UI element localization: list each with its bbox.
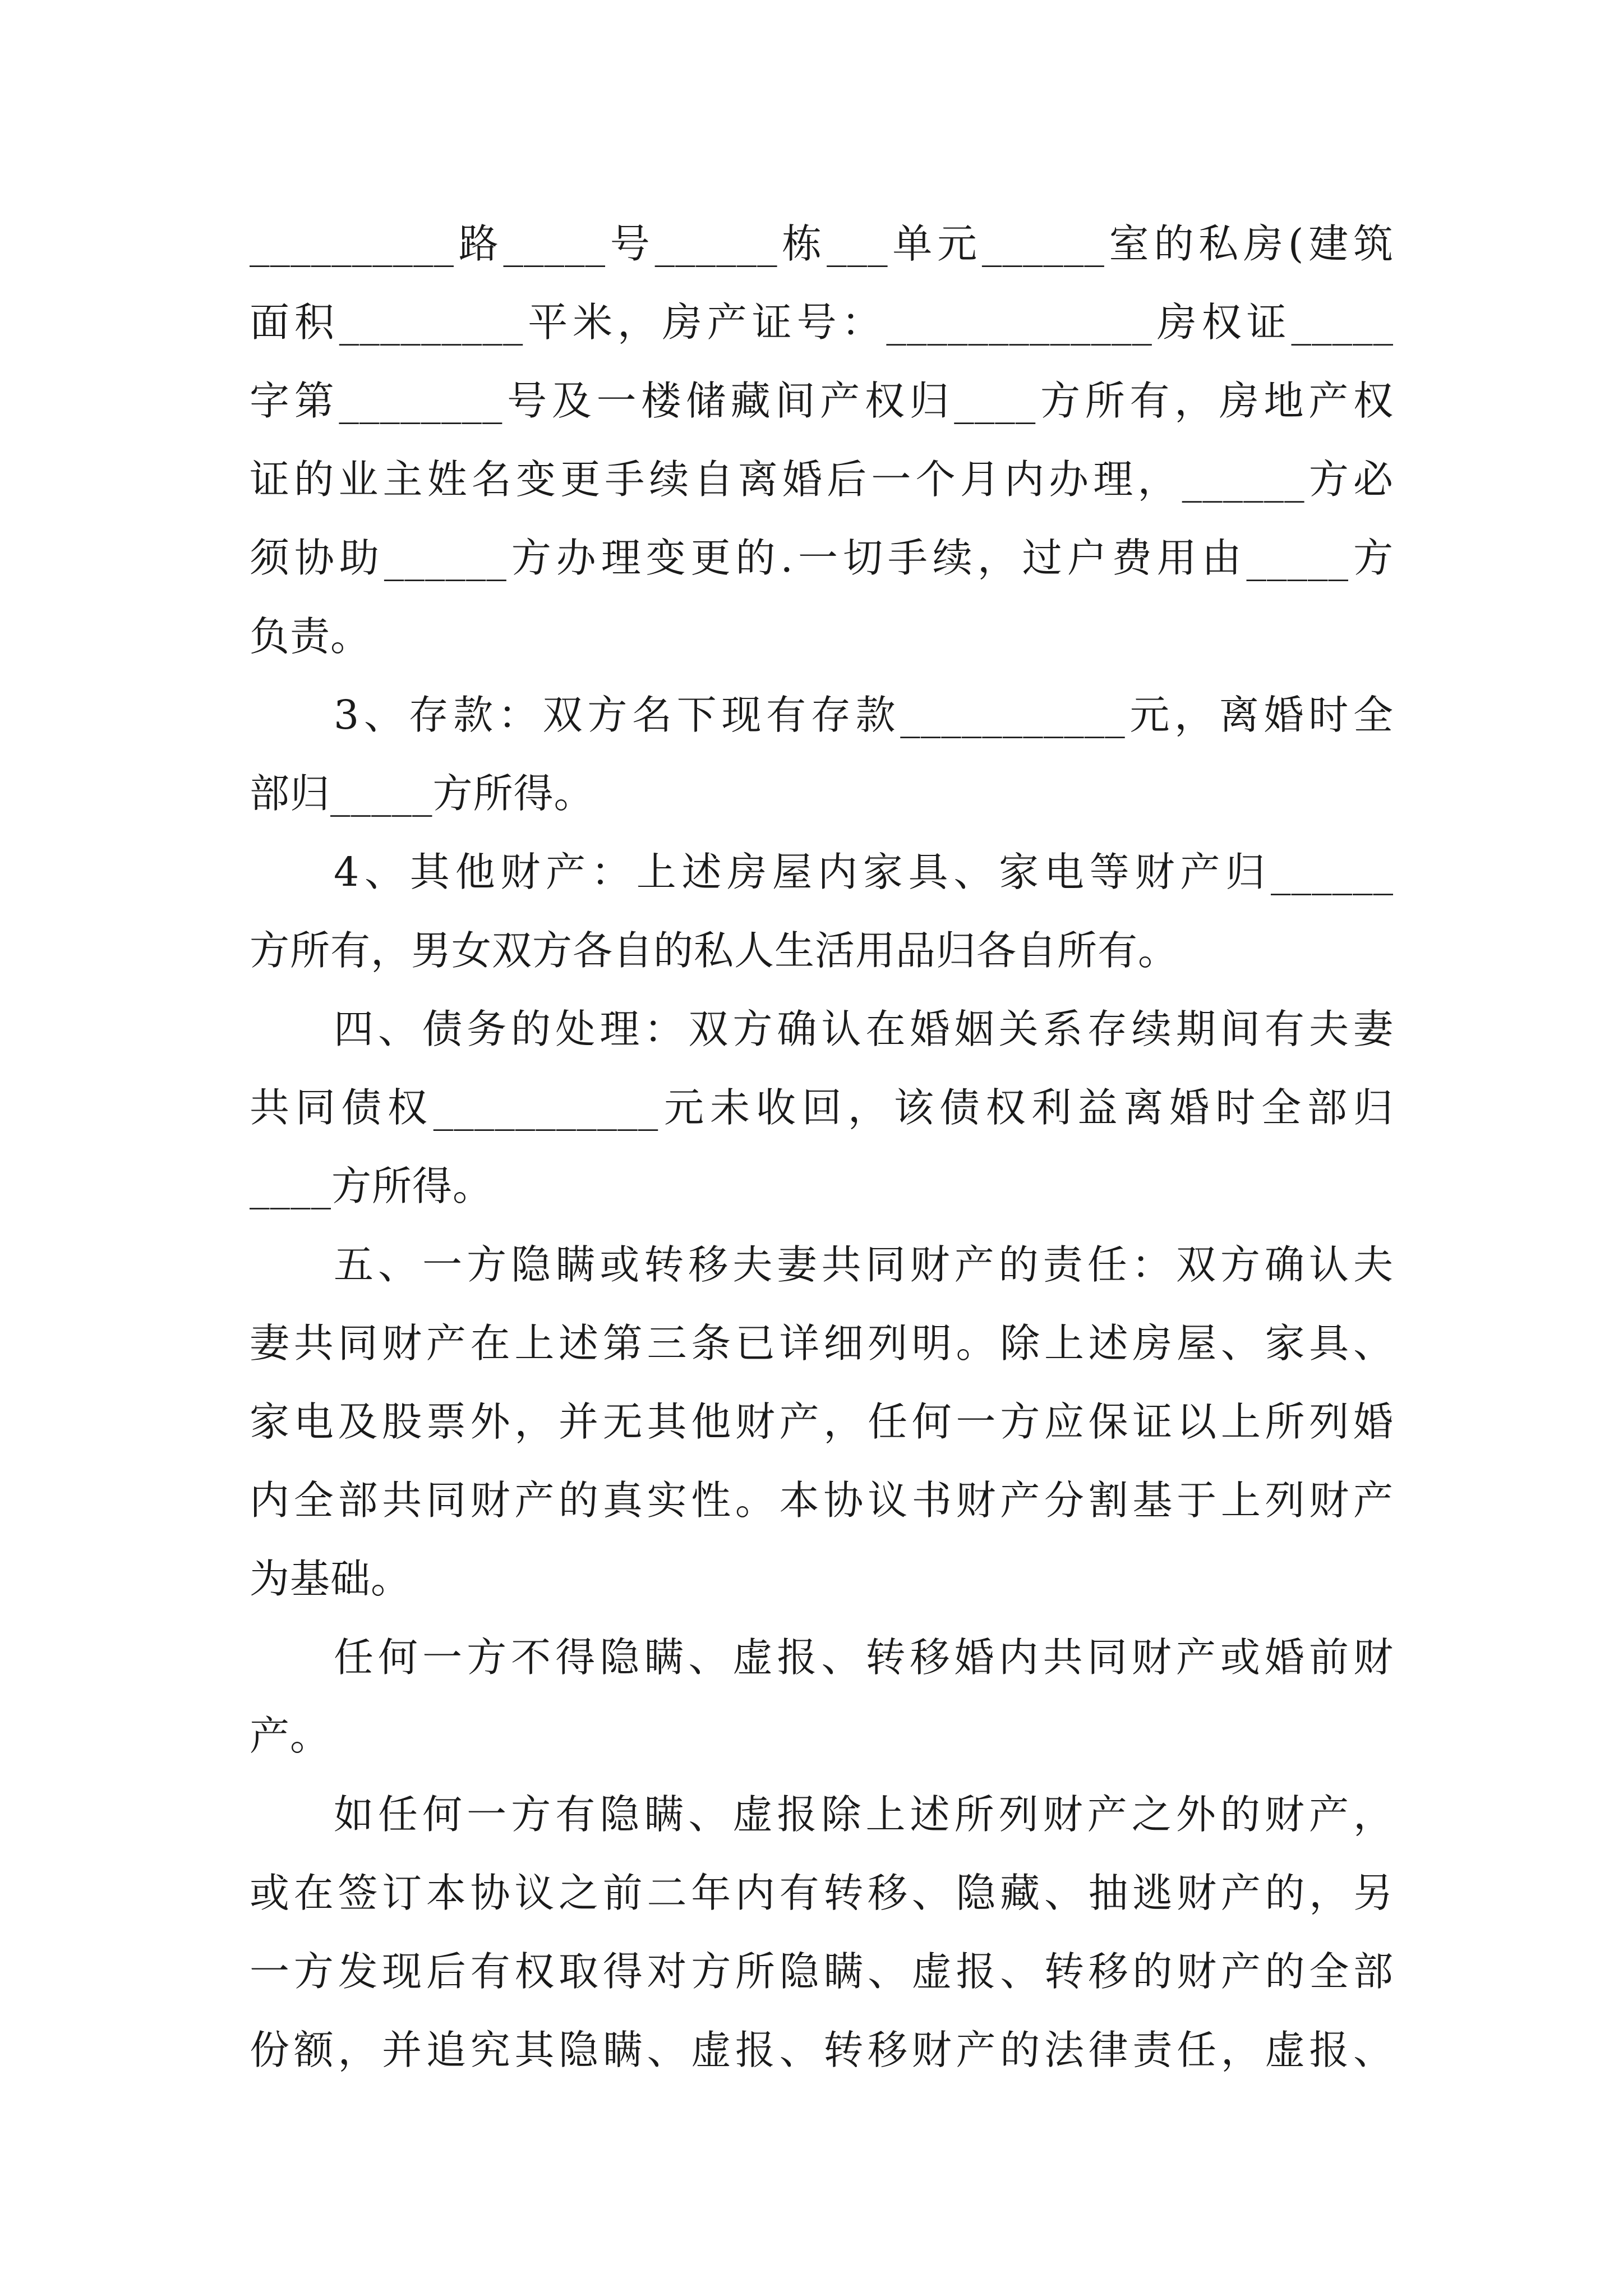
- text-line: 五、一方隐瞒或转移夫妻共同财产的责任：双方确认夫: [334, 1241, 1394, 1288]
- text-line: 四、债务的处理：双方确认在婚姻关系存续期间有夫妻: [334, 1006, 1394, 1052]
- text-line: 共同债权___________元未收回，该债权利益离婚时全部归: [250, 1084, 1394, 1131]
- text-line: 字第________号及一楼储藏间产权归____方所有，房地产权: [250, 378, 1394, 424]
- text-line: 4、其他财产：上述房屋内家具、家电等财产归______: [334, 849, 1394, 895]
- text-line: 证的业主姓名变更手续自离婚后一个月内办理，______方必: [250, 456, 1394, 503]
- text-line: 妻共同财产在上述第三条已详细列明。除上述房屋、家具、: [250, 1320, 1394, 1366]
- text-line: 产。: [250, 1713, 331, 1759]
- text-line: 部归_____方所得。: [250, 770, 594, 817]
- text-line: __________路_____号______栋___单元______室的私房(建筑: [250, 220, 1394, 267]
- text-line: 一方发现后有权取得对方所隐瞒、虚报、转移的财产的全部: [250, 1948, 1394, 1995]
- text-line: 家电及股票外，并无其他财产，任何一方应保证以上所列婚: [250, 1398, 1394, 1445]
- text-line: 面积_________平米，房产证号：_____________房权证_____: [250, 299, 1394, 346]
- text-line: 如任何一方有隐瞒、虚报除上述所列财产之外的财产，: [334, 1791, 1394, 1838]
- text-line: 份额，并追究其隐瞒、虚报、转移财产的法律责任，虚报、: [250, 2027, 1394, 2073]
- text-line: 3、存款：双方名下现有存款___________元，离婚时全: [334, 692, 1394, 738]
- text-line: 任何一方不得隐瞒、虚报、转移婚内共同财产或婚前财: [334, 1634, 1394, 1681]
- text-line: 内全部共同财产的真实性。本协议书财产分割基于上列财产: [250, 1477, 1394, 1524]
- text-line: 负责。: [250, 613, 371, 660]
- text-line: 须协助______方办理变更的.一切手续，过户费用由_____方: [250, 535, 1394, 581]
- text-line: ____方所得。: [250, 1163, 494, 1209]
- text-line: 为基础。: [250, 1556, 412, 1602]
- text-line: 方所有，男女双方各自的私人生活用品归各自所有。: [250, 927, 1179, 974]
- text-line: 或在签订本协议之前二年内有转移、隐藏、抽逃财产的，另: [250, 1870, 1394, 1916]
